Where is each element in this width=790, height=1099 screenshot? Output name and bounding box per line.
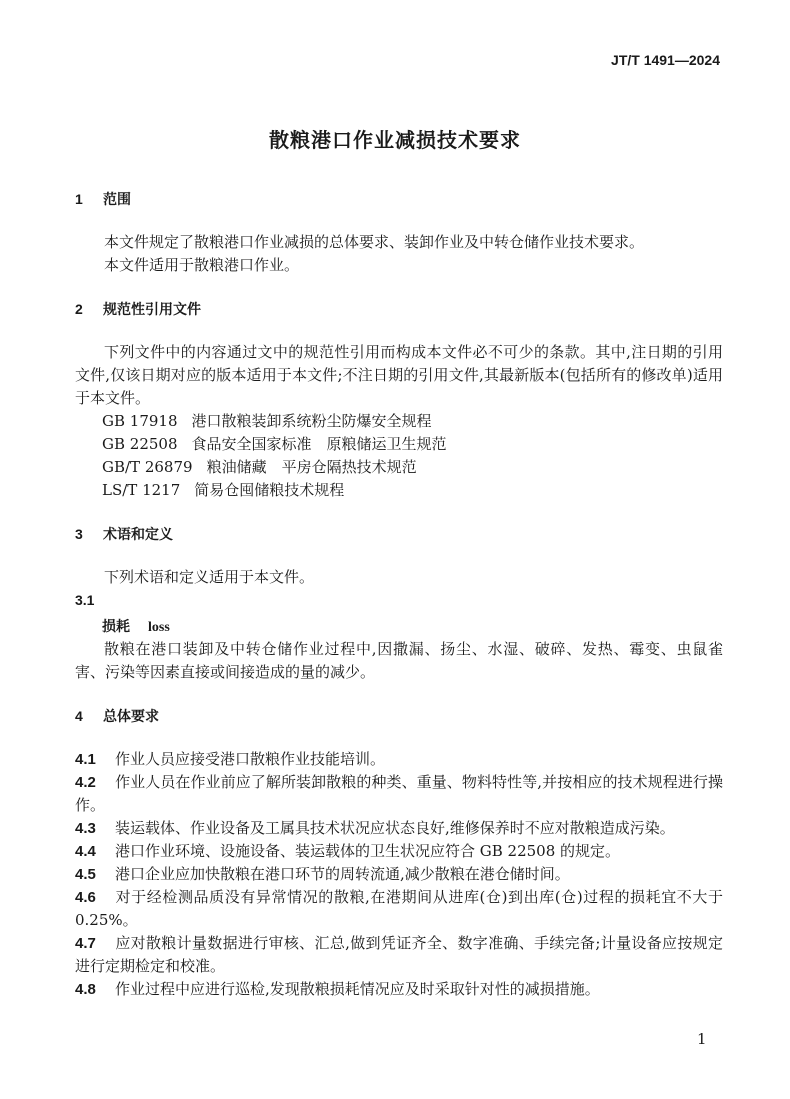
reference-code: GB 22508	[102, 435, 178, 453]
clause-text: 应对散粮计量数据进行审核、汇总,做到凭证齐全、数字准确、手续完备;计量设备应按规定进行定期检定和校准。	[75, 934, 723, 975]
section-number: 1	[75, 191, 83, 207]
reference-title: 食品安全国家标准 原粮储运卫生规范	[191, 435, 447, 453]
section-title: 范围	[103, 192, 131, 208]
clause-text: 作业人员在作业前应了解所装卸散粮的种类、重量、物料特性等,并按相应的技术规程进行操作。	[75, 773, 723, 814]
clause-text: 作业过程中应进行巡检,发现散粮损耗情况应及时采取针对性的减损措施。	[115, 980, 600, 998]
paragraph: 下列文件中的内容通过文中的规范性引用而构成本文件必不可少的条款。其中,注日期的引用文件,仅该日期对应的版本适用于本文件;不注日期的引用文件,其最新版本(包括所有的修改单)适用于本文件。	[75, 343, 723, 407]
clause	[75, 817, 723, 840]
section-heading-4	[75, 706, 159, 726]
clause-number: 4.7	[75, 935, 96, 952]
clause-text: 港口作业环境、设施设备、装运载体的卫生状况应符合 GB 22508 的规定。	[115, 842, 621, 860]
page-number: 1	[697, 1030, 707, 1048]
standard-number: JT/T 1491—2024	[611, 52, 720, 68]
clause-number: 4.8	[75, 981, 96, 998]
reference-title: 简易仓囤储粮技术规程	[194, 481, 345, 499]
section-heading-2	[75, 299, 201, 319]
section-title: 规范性引用文件	[103, 302, 201, 318]
clause	[75, 932, 723, 978]
section-number: 3	[75, 526, 83, 542]
clause	[75, 771, 723, 817]
clause-number: 4.4	[75, 843, 96, 860]
clause	[75, 886, 723, 932]
clause	[75, 748, 723, 771]
paragraph: 本文件规定了散粮港口作业减损的总体要求、装卸作业及中转仓储作业技术要求。	[104, 233, 645, 251]
section-number: 4	[75, 708, 83, 724]
clause-text: 港口企业应加快散粮在港口环节的周转流通,减少散粮在港仓储时间。	[115, 865, 570, 883]
reference-item	[102, 433, 447, 456]
clause	[75, 863, 723, 886]
reference-item	[102, 479, 344, 502]
term-chinese: 损耗	[102, 619, 130, 635]
reference-item	[102, 456, 417, 479]
document-title: 散粮港口作业减损技术要求	[269, 128, 521, 152]
clause-number: 4.2	[75, 774, 96, 791]
clause-number: 4.1	[75, 751, 96, 768]
term-english: loss	[148, 620, 170, 635]
term-definition: 散粮在港口装卸及中转仓储作业过程中,因撒漏、扬尘、水湿、破碎、发热、霉变、虫鼠雀害、污染等因素直接或间接造成的量的减少。	[75, 640, 723, 681]
reference-title: 粮油储藏 平房仓隔热技术规范	[206, 458, 417, 476]
clause-number: 4.6	[75, 889, 96, 906]
clause-number: 4.5	[75, 866, 96, 883]
section-title: 总体要求	[103, 709, 159, 725]
clause-number: 4.3	[75, 820, 96, 837]
clause-text: 作业人员应接受港口散粮作业技能培训。	[115, 750, 386, 768]
reference-item	[102, 410, 432, 433]
term-number: 3.1	[75, 592, 95, 608]
reference-title: 港口散粮装卸系统粉尘防爆安全规程	[191, 412, 432, 430]
clause	[75, 840, 723, 863]
section-heading-1	[75, 189, 131, 209]
reference-code: LS/T 1217	[102, 481, 181, 499]
section-number: 2	[75, 301, 83, 317]
paragraph: 下列术语和定义适用于本文件。	[104, 568, 315, 586]
term-entry	[102, 616, 170, 636]
clause-text: 对于经检测品质没有异常情况的散粮,在港期间从进库(仓)到出库(仓)过程的损耗宜不大于0.25%。	[75, 888, 723, 929]
reference-code: GB/T 26879	[102, 458, 193, 476]
paragraph: 本文件适用于散粮港口作业。	[104, 256, 300, 274]
section-heading-3	[75, 524, 173, 544]
clause	[75, 978, 723, 1001]
section-title: 术语和定义	[103, 527, 173, 543]
clause-text: 装运载体、作业设备及工属具技术状况应状态良好,维修保养时不应对散粮造成污染。	[115, 819, 675, 837]
reference-code: GB 17918	[102, 412, 178, 430]
